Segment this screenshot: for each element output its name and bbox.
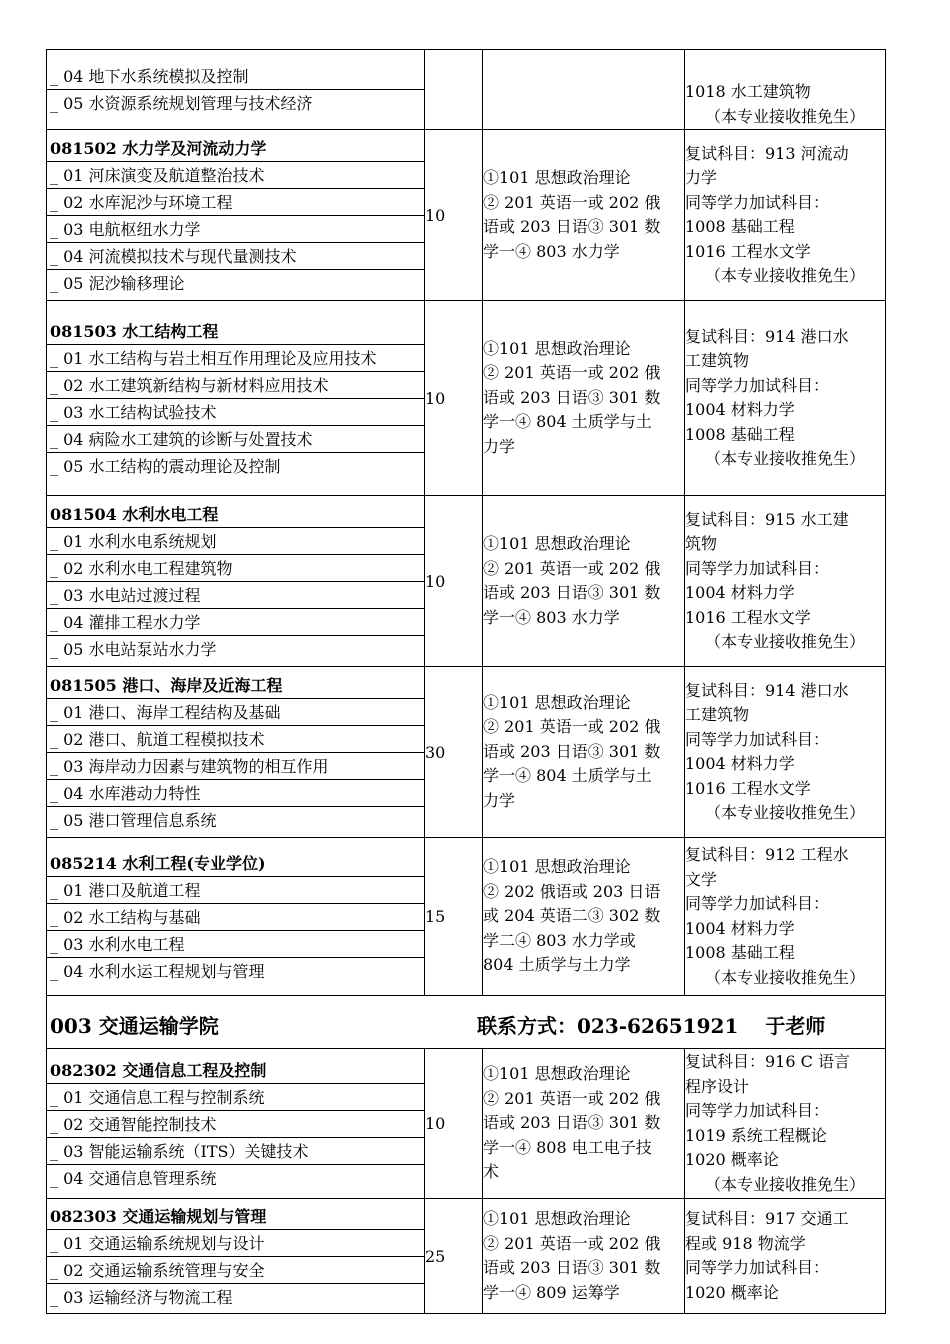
program-direction: _ 01 河床演变及航道整治技术	[47, 162, 424, 189]
retest-subjects-cell	[685, 1049, 886, 1199]
retest-subjects-cell	[685, 667, 886, 838]
program-direction: _ 01 水利水电系统规划	[47, 528, 424, 555]
exam-subjects-cell	[483, 1199, 685, 1314]
program-direction: _ 04 地下水系统模拟及控制	[47, 63, 424, 90]
exam-subject-line: 学一④ 803 水力学	[483, 241, 620, 261]
exam-subjects-cell	[483, 496, 685, 667]
retest-subject-line: 1018 水工建筑物	[685, 82, 811, 101]
retest-subject-line: （本专业接收推免生）	[704, 449, 865, 468]
admissions-table-page	[46, 49, 885, 1314]
retest-subject-line: 1020 概率论	[685, 1282, 779, 1302]
program-direction: _ 03 智能运输系统（ITS）关键技术	[47, 1138, 424, 1165]
retest-subject-line: 同等学力加试科目：	[685, 894, 830, 913]
retest-subject-line: （本专业接收推免生）	[704, 967, 865, 987]
program-direction: _ 05 水工结构的震动理论及控制	[50, 456, 281, 476]
enrollment-count: 15	[425, 838, 483, 996]
program-block	[47, 496, 886, 667]
exam-subject-line: 语或 203 日语③ 301 数	[483, 217, 661, 236]
exam-subject-line: ② 201 英语一或 202 俄	[483, 1233, 661, 1253]
program-direction: _ 01 交通运输系统规划与设计	[47, 1230, 424, 1257]
program-item-list	[47, 1203, 424, 1310]
retest-subject-line: 同等学力加试科目：	[685, 375, 830, 395]
exam-subject-line: ①101 思想政治理论	[483, 692, 631, 712]
exam-subject-line: ①101 思想政治理论	[483, 168, 631, 187]
retest-subjects-cell	[685, 838, 886, 996]
program-direction: _ 04 河流模拟技术与现代量测技术	[47, 243, 424, 270]
program-direction: _ 01 水工结构与岩土相互作用理论及应用技术	[47, 345, 424, 372]
program-items-cell	[47, 1049, 425, 1199]
program-direction: _ 03 海岸动力因素与建筑物的相互作用	[47, 753, 424, 780]
exam-subject-line: 力学	[483, 436, 516, 456]
exam-subject-line: 804 土质学与土力学	[483, 955, 631, 975]
retest-subject-line: 1004 材料力学	[685, 754, 795, 773]
program-rows-section-1	[47, 50, 886, 996]
retest-subject-line: 复试科目：914 港口水	[685, 680, 849, 700]
exam-subject-line: 语或 203 日语③ 301 数	[483, 387, 661, 407]
retest-subject-line: （本专业接收推免生）	[704, 266, 865, 285]
program-direction: _ 04 交通信息管理系统	[50, 1168, 217, 1188]
program-direction: _ 05 泥沙输移理论	[50, 273, 185, 293]
enrollment-count: 10	[425, 301, 483, 496]
program-table	[46, 49, 886, 1314]
retest-subject-line: 1008 基础工程	[685, 217, 795, 236]
program-direction: _ 03 电航枢纽水力学	[47, 216, 424, 243]
exam-subject-line: ①101 思想政治理论	[483, 1064, 631, 1084]
program-block	[47, 130, 886, 301]
program-block	[47, 1049, 886, 1199]
program-items-cell	[47, 1199, 425, 1314]
retest-subject-line: （本专业接收推免生）	[704, 106, 865, 126]
program-direction: _ 02 交通运输系统管理与安全	[47, 1257, 424, 1284]
program-items-cell	[47, 301, 425, 496]
retest-subject-line: 同等学力加试科目：	[685, 1258, 830, 1277]
program-direction: _ 02 交通智能控制技术	[47, 1111, 424, 1138]
retest-subject-line: 筑物	[685, 534, 718, 553]
college-header-cell	[47, 996, 886, 1049]
retest-subject-line: 同等学力加试科目：	[685, 558, 830, 578]
exam-subject-line: 语或 203 日语③ 301 数	[483, 741, 661, 761]
program-direction: _ 05 水资源系统规划管理与技术经济	[50, 94, 313, 113]
college-contact: 联系方式：023-62651921 于老师	[477, 1014, 826, 1038]
retest-subject-line: 同等学力加试科目：	[685, 1101, 830, 1120]
program-direction: _ 04 病险水工建筑的诊断与处置技术	[47, 426, 424, 453]
program-direction: _ 01 港口、海岸工程结构及基础	[47, 699, 424, 726]
retest-subject-line: 同等学力加试科目：	[685, 729, 830, 749]
retest-subjects-cell	[685, 496, 886, 667]
exam-subject-line: 学二④ 803 水力学或	[483, 930, 636, 950]
college-header-section	[47, 996, 886, 1049]
program-title: 081505 港口、海岸及近海工程	[47, 672, 424, 699]
exam-subjects-cell	[483, 838, 685, 996]
program-direction: _ 04 水库港动力特性	[47, 780, 424, 807]
enrollment-count: 10	[425, 130, 483, 301]
exam-subject-line: ② 201 英语一或 202 俄	[483, 192, 661, 212]
retest-subject-line: 1016 工程水文学	[685, 241, 811, 261]
program-direction: _ 05 水电站泵站水力学	[50, 639, 217, 659]
enrollment-count: 10	[425, 496, 483, 667]
retest-subject-line: 1016 工程水文学	[685, 778, 811, 798]
enrollment-count: 25	[425, 1199, 483, 1314]
retest-subject-line: 1020 概率论	[685, 1150, 779, 1169]
program-direction: _ 03 运输经济与物流工程	[50, 1287, 233, 1307]
college-name: 003 交通运输学院	[50, 1014, 219, 1038]
program-direction: _ 02 水利水电工程建筑物	[47, 555, 424, 582]
program-items-cell	[47, 838, 425, 996]
retest-subject-line: 复试科目：914 港口水	[685, 326, 849, 346]
retest-subject-line: （本专业接收推免生）	[704, 803, 865, 822]
retest-subject-line: 1016 工程水文学	[685, 607, 811, 627]
program-items-cell	[47, 50, 425, 130]
program-items-cell	[47, 496, 425, 667]
exam-subject-line: ①101 思想政治理论	[483, 857, 631, 877]
program-direction: _ 02 水工结构与基础	[47, 904, 424, 931]
program-items-cell	[47, 667, 425, 838]
exam-subject-line: ② 201 英语一或 202 俄	[483, 1088, 661, 1108]
program-direction: _ 03 水工结构试验技术	[47, 399, 424, 426]
program-title: 081502 水力学及河流动力学	[47, 135, 424, 162]
retest-subject-line: 1004 材料力学	[685, 583, 795, 602]
exam-subject-line: 学一④ 809 运筹学	[483, 1282, 620, 1302]
exam-subject-line: ② 201 英语一或 202 俄	[483, 717, 661, 737]
retest-subjects-cell	[685, 50, 886, 130]
retest-subject-line: 1004 材料力学	[685, 400, 795, 419]
program-direction: _ 03 水利水电工程	[47, 931, 424, 958]
retest-subject-line: 力学	[685, 168, 718, 187]
program-items-cell	[47, 130, 425, 301]
exam-subject-line: 学一④ 808 电工电子技	[483, 1137, 652, 1157]
enrollment-count: 30	[425, 667, 483, 838]
exam-subjects-cell	[483, 667, 685, 838]
exam-subject-line: 语或 203 日语③ 301 数	[483, 1113, 661, 1133]
program-item-list	[47, 135, 424, 296]
program-title: 085214 水利工程(专业学位)	[47, 850, 424, 877]
program-direction: _ 01 交通信息工程与控制系统	[47, 1084, 424, 1111]
program-item-list	[47, 501, 424, 662]
retest-subject-line: 1008 基础工程	[685, 943, 795, 962]
retest-subject-line: 文学	[685, 869, 718, 889]
exam-subject-line: 学一④ 804 土质学与土	[483, 412, 652, 432]
retest-subject-line: 工建筑物	[685, 351, 750, 370]
enrollment-count	[425, 50, 483, 130]
program-direction: _ 02 水工建筑新结构与新材料应用技术	[47, 372, 424, 399]
program-direction: _ 05 港口管理信息系统	[50, 810, 217, 830]
retest-subject-line: 1008 基础工程	[685, 424, 795, 444]
program-direction: _ 03 水电站过渡过程	[47, 582, 424, 609]
retest-subject-line: 工建筑物	[685, 705, 750, 724]
retest-subject-line: 程序设计	[685, 1076, 750, 1096]
exam-subject-line: 语或 203 日语③ 301 数	[483, 1258, 661, 1277]
exam-subject-line: ①101 思想政治理论	[483, 338, 631, 358]
program-block	[47, 667, 886, 838]
exam-subject-line: 学一④ 803 水力学	[483, 607, 620, 627]
exam-subjects-cell	[483, 130, 685, 301]
program-title: 082302 交通信息工程及控制	[47, 1057, 424, 1084]
retest-subject-line: 1019 系统工程概论	[685, 1125, 827, 1145]
retest-subject-line: 复试科目：917 交通工	[685, 1209, 849, 1228]
retest-subject-line: 程或 918 物流学	[685, 1233, 806, 1253]
program-title: 082303 交通运输规划与管理	[47, 1203, 424, 1230]
program-direction: _ 04 灌排工程水力学	[47, 609, 424, 636]
exam-subject-line: ② 201 英语一或 202 俄	[483, 558, 661, 578]
exam-subjects-cell	[483, 301, 685, 496]
program-item-list	[47, 63, 424, 116]
exam-subject-line: 语或 203 日语③ 301 数	[483, 583, 661, 602]
program-block	[47, 301, 886, 496]
retest-subject-line: 复试科目：915 水工建	[685, 509, 849, 529]
exam-subject-line: ①101 思想政治理论	[483, 1209, 631, 1228]
program-direction: _ 02 水库泥沙与环境工程	[47, 189, 424, 216]
program-title: 081503 水工结构工程	[47, 318, 424, 345]
retest-subjects-cell	[685, 130, 886, 301]
exam-subject-line: ② 201 英语一或 202 俄	[483, 363, 661, 383]
retest-subjects-cell	[685, 1199, 886, 1314]
retest-subject-line: 同等学力加试科目：	[685, 192, 830, 212]
exam-subject-line: 或 204 英语二③ 302 数	[483, 906, 661, 926]
retest-subject-line: 复试科目：916 C 语言	[685, 1052, 850, 1071]
exam-subject-line: 力学	[483, 790, 516, 810]
program-direction: _ 02 港口、航道工程模拟技术	[47, 726, 424, 753]
retest-subject-line: 1004 材料力学	[685, 918, 795, 938]
program-item-list	[47, 850, 424, 984]
program-item-list	[47, 318, 424, 479]
retest-subject-line: （本专业接收推免生）	[704, 1174, 865, 1194]
enrollment-count: 10	[425, 1049, 483, 1199]
program-block	[47, 50, 886, 130]
exam-subject-line: ①101 思想政治理论	[483, 534, 631, 553]
program-block	[47, 1199, 886, 1314]
program-direction: _ 04 水利水运工程规划与管理	[50, 961, 265, 981]
retest-subject-line: 复试科目：913 河流动	[685, 143, 849, 163]
program-rows-section-2	[47, 1049, 886, 1314]
exam-subject-line: 学一④ 804 土质学与土	[483, 766, 652, 786]
program-direction: _ 01 港口及航道工程	[47, 877, 424, 904]
exam-subjects-cell	[483, 1049, 685, 1199]
program-item-list	[47, 672, 424, 833]
program-title: 081504 水利水电工程	[47, 501, 424, 528]
program-item-list	[47, 1057, 424, 1191]
retest-subject-line: （本专业接收推免生）	[704, 632, 865, 651]
exam-subjects-cell	[483, 50, 685, 130]
retest-subjects-cell	[685, 301, 886, 496]
exam-subject-line: 术	[483, 1162, 500, 1182]
retest-subject-line: 复试科目：912 工程水	[685, 845, 849, 864]
program-block	[47, 838, 886, 996]
exam-subject-line: ② 202 俄语或 203 日语	[483, 881, 661, 901]
